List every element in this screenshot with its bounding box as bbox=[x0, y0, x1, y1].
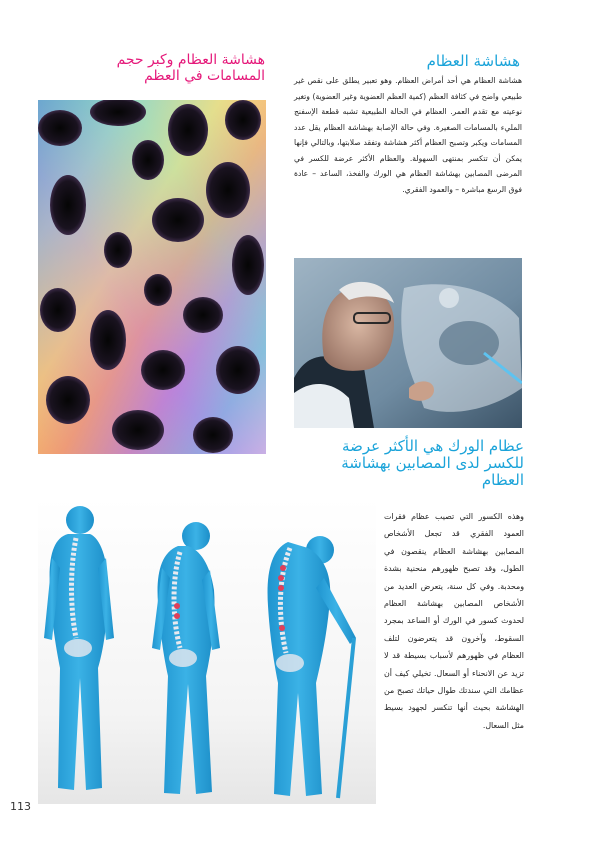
page-number: 113 bbox=[10, 800, 31, 813]
bone-image-title-line2: المسامات في العظم bbox=[144, 68, 265, 84]
osteoporosis-heading: هشاشة العظام bbox=[426, 52, 520, 70]
spine-posture-image bbox=[38, 498, 376, 804]
bone-image-title bbox=[40, 52, 265, 84]
fracture-paragraph: وهذه الكسور التي تصيب عظام فقرات العمود الفقري قد تجعل الأشخاص المصابين بهشاشة العظام ينقصون في الطول، وقد تصبح ظهورهم منحنية بشدة ومحدبة. وفي كل سنة، يتعرض العديد من الأشخاص المصابين بهشاشة العظام لحدوث كسور في الورك أو الساعد بمجرد السقوط، وآخرون قد يتعرضون لتلف العظام في ظهورهم لأسباب بسيطة قد لا تزيد عن الانحناء أو السعال. تخيلي كيف أن عظامك التي سندتك طوال حياتك تصبح من الهشاشة بحيث أنها تنكسر لجهود بسيط مثل السعال. bbox=[384, 512, 524, 730]
hip-fracture-heading-line2: للكسر لدى المصابين بهشاشة bbox=[341, 454, 524, 472]
doctor-xray-image bbox=[294, 258, 522, 428]
hip-fracture-heading-line1: عظام الورك هي الأكثر عرضة bbox=[342, 437, 524, 455]
osteoporosis-paragraph: هشاشة العظام هي أحد أمراض العظام. وهو تعبير يطلق على نقص غير طبيعي واضح في كثافة العظم (كمية العظم العضوية وغير العضوية) وتغير نوعيته مع تقدم العمر. العظام في الحالة الطبيعية تشبه قطعة الإسفنج المليء بالمسامات الصغيرة. وفي حالة الإصابة بهشاشة العظام يقل عدد المسامات ويكبر وتصبح العظام أكثر هشاشة وتفقد صلابتها، وبالتالي فإنها يمكن أن تتكسر بمنتهى السهولة. والعظام الأكثر عرضة للكسر في المرضى المصابين بهشاشة العظام هي الورك والفخذ، الساعد – عادة فوق الرسغ مباشرة – والعمود الفقري. bbox=[294, 76, 522, 194]
bone-image-title-line1: هشاشة العظام وكبر حجم bbox=[116, 52, 265, 68]
bone-micrograph-image bbox=[38, 100, 266, 454]
hip-fracture-heading-line3: العظام bbox=[481, 471, 524, 489]
hip-fracture-heading bbox=[292, 438, 524, 489]
